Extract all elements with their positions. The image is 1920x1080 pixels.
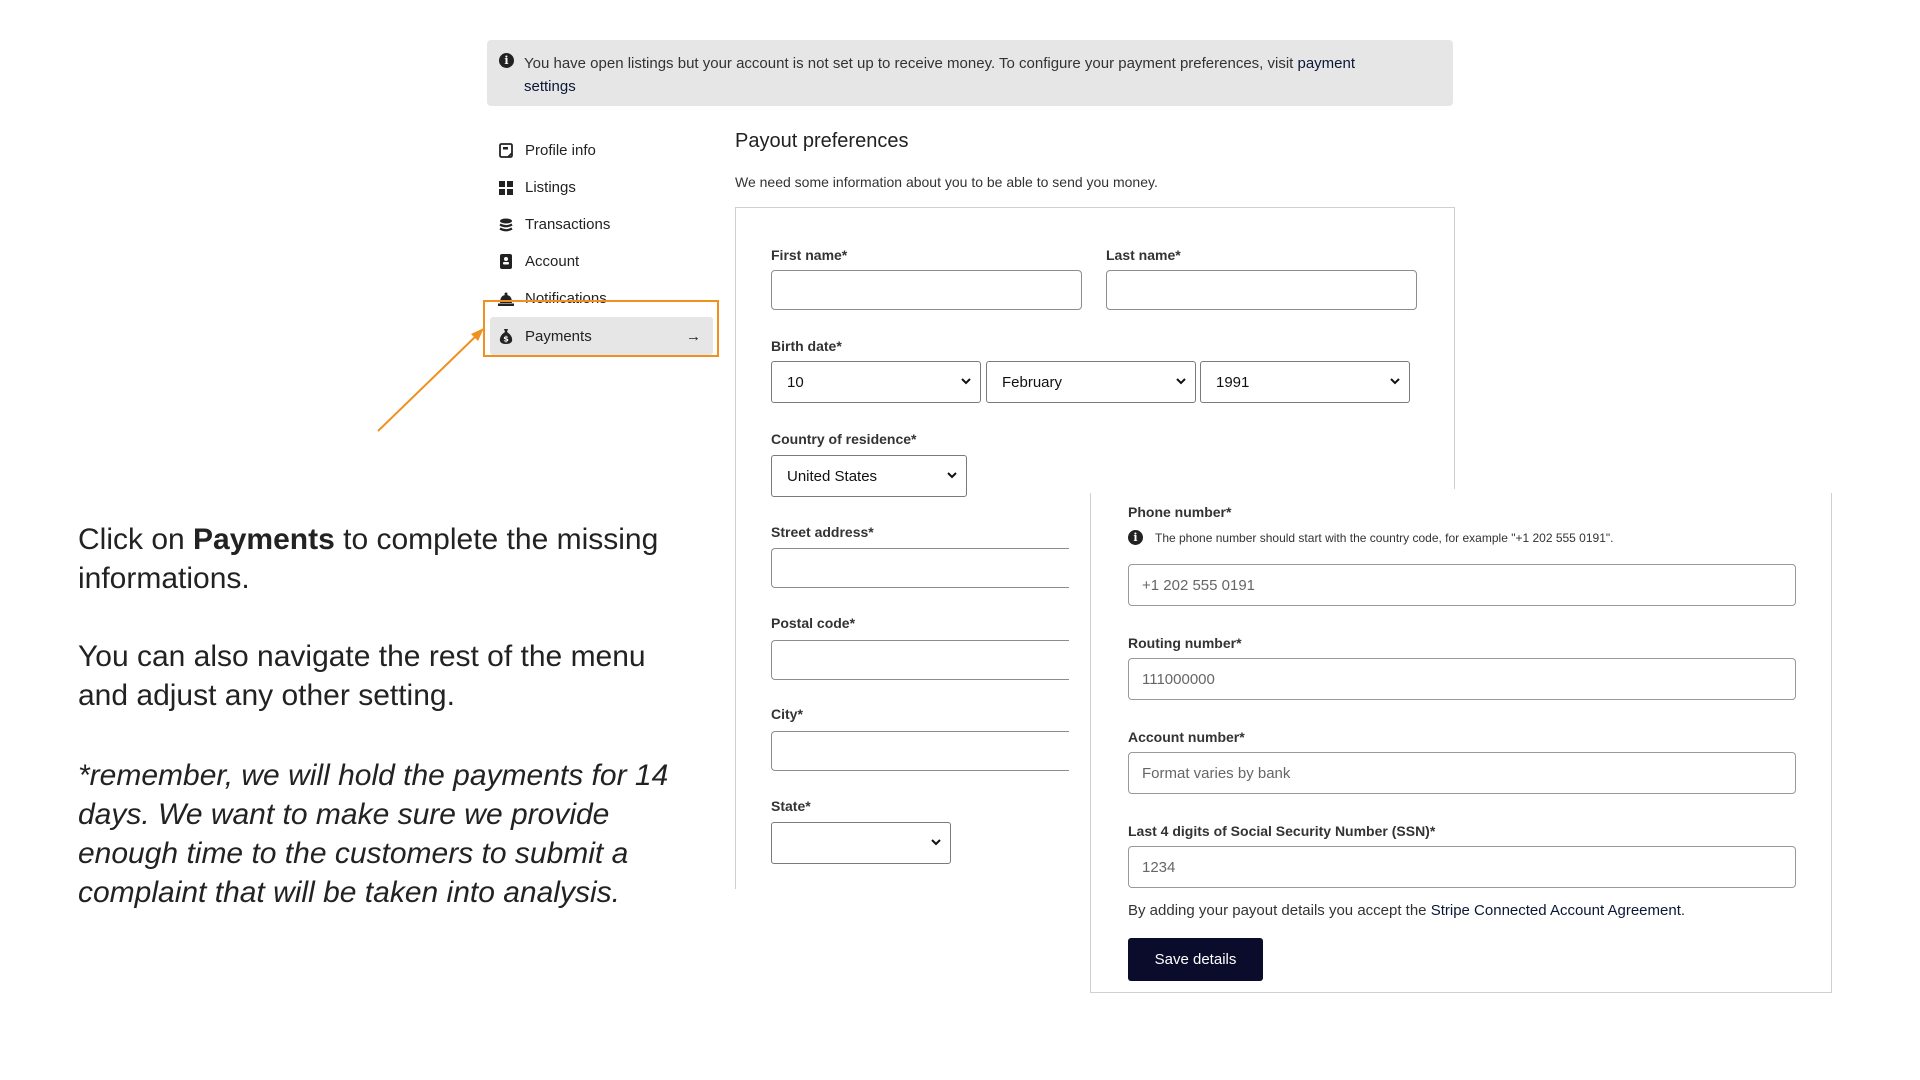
notice-text: You have open listings but your account is not set up to receive money. To configure your payment preferences, visit bbox=[524, 55, 1298, 72]
chevron-down-icon bbox=[930, 836, 942, 848]
ssn-label: Last 4 digits of Social Security Number (SSN)* bbox=[1128, 823, 1436, 839]
last-name-label: Last name* bbox=[1106, 247, 1181, 263]
sidebar-item-label: Transactions bbox=[525, 216, 611, 233]
birth-month-select[interactable] bbox=[986, 361, 1196, 403]
phone-hint-text: The phone number should start with the country code, for example "+1 202 555 0191". bbox=[1155, 530, 1614, 545]
account-number-input[interactable] bbox=[1128, 752, 1796, 794]
payment-settings-link[interactable]: payment settings bbox=[524, 55, 1356, 95]
phone-number-label: Phone number* bbox=[1128, 504, 1232, 520]
stripe-agreement-link[interactable]: Stripe Connected Account Agreement bbox=[1430, 902, 1681, 919]
sidebar-item-label: Notifications bbox=[525, 290, 607, 307]
info-icon: i bbox=[499, 53, 514, 68]
state-label: State* bbox=[771, 798, 811, 814]
phone-placeholder: +1 202 555 0191 bbox=[1142, 576, 1256, 594]
birth-date-label: Birth date* bbox=[771, 338, 842, 354]
account-number-label: Account number* bbox=[1128, 729, 1245, 745]
sidebar-item-label: Profile info bbox=[525, 142, 596, 159]
street-address-input[interactable] bbox=[771, 548, 1069, 588]
notice-banner bbox=[487, 40, 1453, 106]
chevron-down-icon bbox=[960, 375, 972, 387]
instruction-navigate: You can also navigate the rest of the menu and adjust any other setting. bbox=[78, 640, 646, 712]
agreement-text bbox=[1128, 902, 1685, 919]
account-placeholder: Format varies by bank bbox=[1142, 764, 1291, 782]
routing-placeholder: 111000000 bbox=[1142, 670, 1215, 688]
sidebar-item-transactions[interactable] bbox=[498, 206, 718, 243]
agreement-suffix: . bbox=[1680, 902, 1686, 919]
sidebar-item-label: Listings bbox=[525, 179, 576, 196]
first-name-input[interactable] bbox=[771, 270, 1082, 310]
payments-highlight-box bbox=[483, 300, 719, 357]
city-input[interactable] bbox=[771, 731, 1069, 771]
state-select[interactable] bbox=[771, 822, 951, 864]
last-name-input[interactable] bbox=[1106, 270, 1417, 310]
instruction-prefix: Click on bbox=[78, 523, 194, 556]
postal-code-label: Postal code* bbox=[771, 615, 856, 631]
instruction-click-payments bbox=[78, 520, 698, 598]
page-subtitle: We need some information about you to be able to send you money. bbox=[735, 174, 1158, 190]
first-name-label: First name* bbox=[771, 247, 848, 263]
info-icon: i bbox=[1128, 530, 1143, 545]
routing-number-input[interactable] bbox=[1128, 658, 1796, 700]
chevron-down-icon bbox=[1389, 375, 1401, 387]
street-address-label: Street address* bbox=[771, 524, 874, 540]
birth-month-value: February bbox=[1002, 373, 1063, 391]
birth-year-value: 1991 bbox=[1216, 373, 1250, 391]
instruction-suffix: to complete the missing informations. bbox=[78, 523, 659, 595]
sidebar-item-label: Account bbox=[525, 253, 580, 270]
phone-hint bbox=[1128, 530, 1613, 545]
agreement-prefix: By adding your payout details you accept the bbox=[1128, 902, 1431, 919]
chevron-down-icon bbox=[946, 469, 958, 481]
ssn-placeholder: 1234 bbox=[1142, 858, 1176, 876]
country-select[interactable] bbox=[771, 455, 967, 497]
grid-icon bbox=[498, 180, 514, 196]
save-details-button[interactable]: Save details bbox=[1128, 938, 1263, 981]
country-value: United States bbox=[787, 467, 878, 485]
bank-details-panel bbox=[1090, 493, 1832, 993]
birth-year-select[interactable] bbox=[1200, 361, 1410, 403]
city-label: City* bbox=[771, 706, 803, 722]
sidebar-item-label: Payments bbox=[525, 327, 592, 345]
instruction-payments-bold: Payments bbox=[193, 523, 335, 556]
sidebar-item-profile-info[interactable] bbox=[498, 132, 718, 169]
sidebar-item-listings[interactable] bbox=[498, 169, 718, 206]
routing-number-label: Routing number* bbox=[1128, 635, 1242, 651]
postal-code-input[interactable] bbox=[771, 640, 1069, 680]
sidebar-item-account[interactable] bbox=[498, 243, 718, 280]
birth-day-select[interactable] bbox=[771, 361, 981, 403]
birth-day-value: 10 bbox=[787, 373, 804, 391]
arrow-right-icon: → bbox=[686, 327, 701, 345]
svg-text:$: $ bbox=[503, 334, 509, 343]
instruction-remember-note: *remember, we will hold the payments for 14 days. We want to make sure we provide enough time to the customers to submit a complaint that will be taken into analysis. bbox=[78, 759, 669, 909]
phone-number-input[interactable] bbox=[1128, 564, 1796, 606]
page-title: Payout preferences bbox=[735, 130, 909, 152]
profile-icon bbox=[498, 143, 514, 159]
account-icon bbox=[498, 254, 514, 270]
chevron-down-icon bbox=[1175, 375, 1187, 387]
ssn-input[interactable] bbox=[1128, 846, 1796, 888]
coins-icon bbox=[498, 217, 514, 233]
country-label: Country of residence* bbox=[771, 431, 917, 447]
